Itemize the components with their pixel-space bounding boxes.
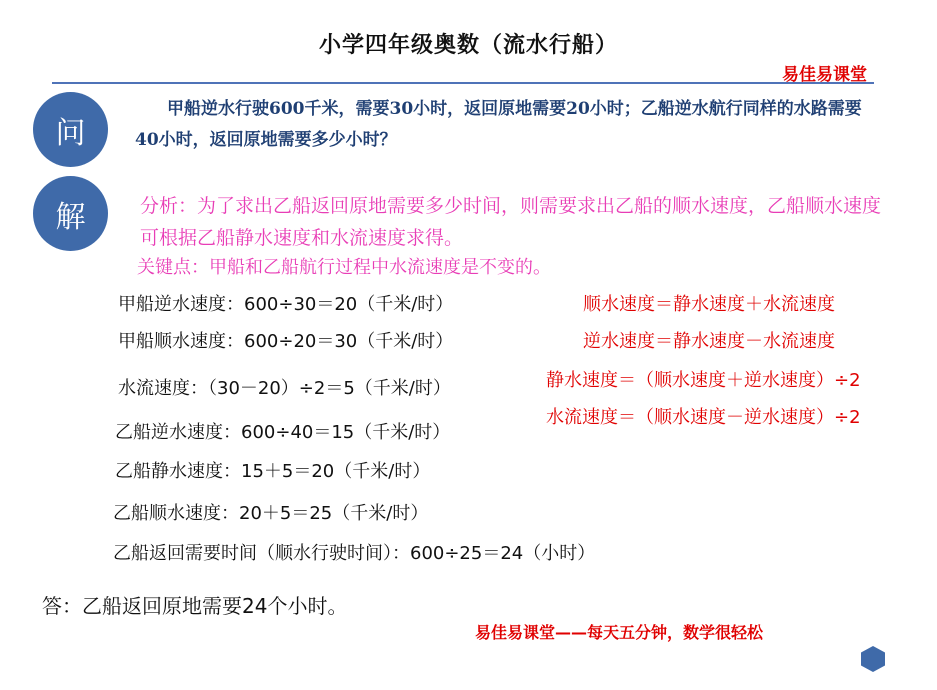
solution-badge: [33, 176, 108, 251]
key-point-text: 关键点：甲船和乙船航行过程中水流速度是不变的。: [137, 257, 551, 278]
step-item: 甲船逆水速度：600÷30＝20（千米/时）: [118, 294, 454, 315]
question-body: 甲船逆水行驶600千米，需要30小时，返回原地需要20小时；乙船逆水航行同样的水路需要40小时，返回原地需要多少小时？: [135, 99, 862, 150]
answer-text: 答：乙船返回原地需要24个小时。: [42, 594, 348, 618]
footer-slogan: 易佳易课堂——每天五分钟，数学很轻松: [475, 623, 764, 642]
formula-item: 静水速度＝（顺水速度＋逆水速度）÷2: [546, 370, 861, 391]
question-text: [135, 94, 880, 156]
formula-item: 逆水速度＝静水速度－水流速度: [583, 331, 835, 352]
step-item: 乙船返回需要时间（顺水行驶时间）：600÷25＝24（小时）: [113, 543, 596, 564]
hexagon-icon: [860, 645, 886, 673]
step-item: 乙船静水速度：15＋5＝20（千米/时）: [115, 461, 431, 482]
brand-label: 易佳易课堂: [782, 65, 867, 85]
question-badge-label: 问: [55, 115, 86, 151]
step-item: 水流速度：（30－20）÷2＝5（千米/时）: [118, 378, 451, 399]
formula-item: 顺水速度＝静水速度＋水流速度: [583, 294, 835, 315]
analysis-text: 分析：为了求出乙船返回原地需要多少时间，则需要求出乙船的顺水速度，乙船顺水速度可根据乙船静水速度和水流速度求得。: [140, 195, 882, 249]
solution-badge-label: 解: [55, 199, 86, 235]
step-item: 乙船逆水速度：600÷40＝15（千米/时）: [115, 422, 451, 443]
page-title: 小学四年级奥数（流水行船）: [318, 33, 618, 58]
question-badge: [33, 92, 108, 167]
step-item: 甲船顺水速度：600÷20＝30（千米/时）: [118, 331, 454, 352]
formula-item: 水流速度＝（顺水速度－逆水速度）÷2: [546, 407, 861, 428]
title-divider: [52, 82, 874, 84]
step-item: 乙船顺水速度：20＋5＝25（千米/时）: [113, 503, 429, 524]
